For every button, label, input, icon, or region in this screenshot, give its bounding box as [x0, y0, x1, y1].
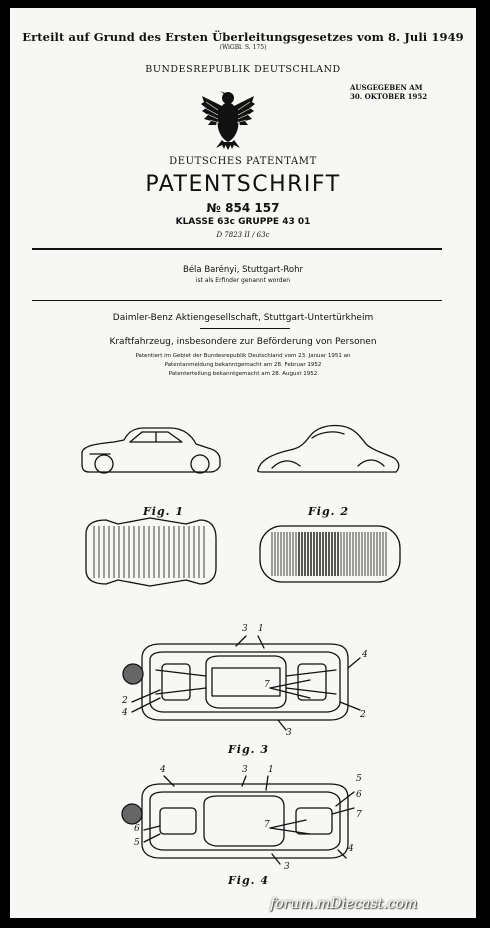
callout-number: 6	[134, 824, 140, 834]
document-type-title: PATENTSCHRIFT	[145, 172, 341, 197]
callout-number: 1	[258, 624, 264, 634]
inventor-name: Béla Barényi, Stuttgart-Rohr	[183, 265, 303, 275]
applicant-company: Daimler-Benz Aktiengesellschaft, Stuttgart-Untertürkheim	[112, 313, 374, 323]
divider-rule	[32, 300, 442, 301]
fig2-top-view-drawing	[260, 526, 400, 582]
patent-dates	[10, 352, 476, 379]
callout-number: 7	[356, 810, 362, 820]
fig3-label: Fig. 3	[228, 743, 269, 756]
callout-number: 2	[122, 696, 128, 706]
patent-document-page	[10, 8, 476, 918]
fig4-label: Fig. 4	[228, 874, 269, 887]
callout-number: 4	[362, 650, 368, 660]
forum-watermark: forum.mDiecast.com	[270, 896, 418, 912]
issue-date-block	[350, 83, 460, 101]
callout-number: 3	[242, 765, 248, 775]
legal-basis-reference: (WiGBl. S. 175)	[219, 44, 267, 51]
callout-number: 3	[284, 862, 290, 872]
legal-basis-line: Erteilt auf Grund des Ersten Überleitungsgesetzes vom 8. Juli 1949	[22, 30, 464, 44]
patent-class: KLASSE 63c GRUPPE 43 01	[175, 217, 311, 227]
date-line: Patentanmeldung bekanntgemacht am 28. Februar 1952	[164, 362, 322, 368]
date-line: Patenterteilung bekanntgemacht am 28. August 1952	[168, 371, 318, 377]
patent-number: № 854 157	[206, 201, 280, 215]
callout-number: 5	[134, 838, 140, 848]
patent-office-name: DEUTSCHES PATENTAMT	[169, 156, 317, 167]
fig1-side-view-drawing	[82, 428, 220, 473]
fig2-side-view-drawing	[258, 425, 399, 472]
divider-rule	[32, 248, 442, 250]
fig2-label: Fig. 2	[308, 505, 349, 518]
callout-number: 3	[286, 728, 292, 738]
callout-number: 1	[268, 765, 274, 775]
fig1-top-view-drawing	[86, 518, 216, 586]
country-heading: BUNDESREPUBLIK DEUTSCHLAND	[145, 64, 341, 75]
callout-number: 7	[264, 820, 270, 830]
fig4-chassis-drawing	[122, 776, 354, 864]
callout-number: 4	[160, 765, 166, 775]
issued-date: 30. OKTOBER 1952	[350, 92, 428, 101]
fig1-hatching	[94, 526, 204, 578]
patent-subject: Kraftfahrzeug, insbesondere zur Beförderung von Personen	[109, 337, 377, 347]
date-line: Patentiert im Gebiet der Bundesrepublik Deutschland vom 23. Januar 1951 an	[135, 353, 351, 359]
callout-number: 4	[348, 844, 354, 854]
callout-number: 3	[242, 624, 248, 634]
callout-number: 4	[122, 708, 128, 718]
issued-label: AUSGEGEBEN AM	[350, 83, 423, 92]
inventor-note: ist als Erfinder genannt worden	[195, 277, 291, 284]
callout-number: 7	[264, 680, 270, 690]
callout-number: 6	[356, 790, 362, 800]
callout-number: 5	[356, 774, 362, 784]
fig3-chassis-drawing	[123, 636, 360, 730]
short-divider-rule	[200, 328, 290, 329]
fig2-hatching	[272, 532, 386, 576]
callout-number: 2	[360, 710, 366, 720]
file-reference: D 7823 II / 63c	[216, 231, 270, 239]
fig1-label: Fig. 1	[143, 505, 184, 518]
federal-eagle-icon	[200, 88, 256, 150]
